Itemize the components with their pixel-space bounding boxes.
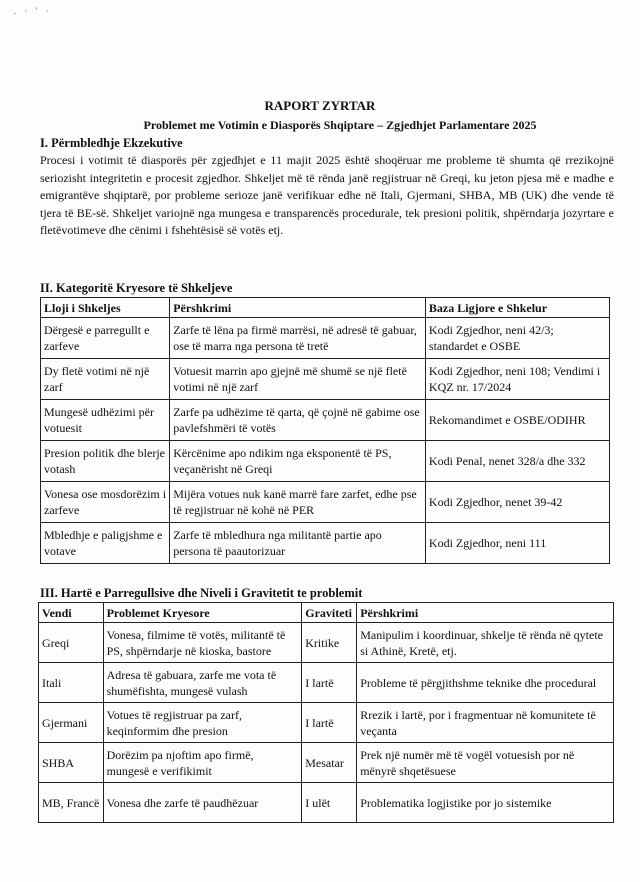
legal-basis-cell: Kodi Zgjedhor, nenet 39-42 bbox=[425, 482, 609, 523]
country-cell: SHBA bbox=[39, 743, 104, 783]
table-row bbox=[41, 359, 610, 400]
violation-type-cell: Dërgesë e parregullt e zarfeve bbox=[41, 318, 170, 359]
table-header-row bbox=[41, 298, 610, 318]
description-cell: Prek një numër më të vogël votuesish por në mënyrë shqetësuese bbox=[357, 743, 614, 783]
main-problems-cell: Vonesa dhe zarfe të paudhëzuar bbox=[103, 783, 302, 823]
section-2-heading: II. Kategoritë Kryesore të Shkeljeve bbox=[40, 281, 233, 295]
scan-mark: . · ' · bbox=[14, 6, 52, 16]
country-cell: Itali bbox=[39, 663, 104, 703]
irregularities-map-table bbox=[38, 602, 614, 823]
document-subtitle: Problemet me Votimin e Diasporës Shqiptare – Zgjedhjet Parlamentare 2025 bbox=[143, 118, 537, 132]
severity-cell: I lartë bbox=[302, 703, 357, 743]
description-cell: Zarfe të lëna pa firmë marrësi, në adresë të gabuar, ose të marra nga persona të tretë bbox=[170, 318, 426, 359]
main-problems-cell: Vonesa, filmime të votës, militantë të PS, shpërndarje në kioska, bastore bbox=[103, 623, 302, 663]
column-header: Lloji i Shkeljes bbox=[41, 298, 170, 318]
violation-type-cell: Dy fletë votimi në një zarf bbox=[41, 359, 170, 400]
country-cell: MB, Francë bbox=[39, 783, 104, 823]
table-row bbox=[41, 318, 610, 359]
description-cell: Zarfe pa udhëzime të qarta, që çojnë në gabime ose pavlefshmëri të votës bbox=[170, 400, 426, 441]
column-header: Përshkrimi bbox=[357, 603, 614, 623]
executive-summary-paragraph: Procesi i votimit të diasporës për zgjedhjet e 11 majit 2025 është shoqëruar me probleme të shumta që rrezikojnë seriozisht integritetin e procesit zgjedhor. Shkeljet më të rënda janë regjistruar në Greqi, ku jeton pjesa më e madhe e emigrantëve shqiptarë, por probleme serioze janë verifikuar edhe në Itali, Gjermani, SHBA, MB (UK) dhe vende të tjera të BE-së. Shkeljet variojnë nga mungesa e transparencës procedurale, tek presioni politik, shpërndarja jozyrtare e fletëvotimeve dhe cënimi i fshehtësisë së votës etj. bbox=[40, 153, 614, 237]
description-cell: Manipulim i koordinuar, shkelje të rënda në qytete si Athinë, Kretë, etj. bbox=[357, 623, 614, 663]
description-cell: Mijëra votues nuk kanë marrë fare zarfet, edhe pse të regjistruar në kohë në PER bbox=[170, 482, 426, 523]
country-cell: Gjermani bbox=[39, 703, 104, 743]
section-1-heading: I. Përmbledhje Ekzekutive bbox=[40, 136, 183, 150]
legal-basis-cell: Kodi Penal, nenet 328/a dhe 332 bbox=[425, 441, 609, 482]
severity-cell: Mesatar bbox=[302, 743, 357, 783]
column-header: Graviteti bbox=[302, 603, 357, 623]
legal-basis-cell: Kodi Zgjedhor, neni 111 bbox=[425, 523, 609, 564]
table-header-row bbox=[39, 603, 614, 623]
table-row bbox=[41, 441, 610, 482]
description-cell: Problematika logjistike por jo sistemike bbox=[357, 783, 614, 823]
main-problems-cell: Votues të regjistruar pa zarf, keqinformim dhe presion bbox=[103, 703, 302, 743]
table-row bbox=[41, 523, 610, 564]
description-cell: Probleme të përgjithshme teknike dhe procedural bbox=[357, 663, 614, 703]
violations-table bbox=[40, 297, 610, 564]
table-row bbox=[39, 783, 614, 823]
table-row bbox=[41, 482, 610, 523]
violation-type-cell: Presion politik dhe blerje votash bbox=[41, 441, 170, 482]
violation-type-cell: Mungesë udhëzimi për votuesit bbox=[41, 400, 170, 441]
violation-type-cell: Mbledhje e paligjshme e votave bbox=[41, 523, 170, 564]
legal-basis-cell: Rekomandimet e OSBE/ODIHR bbox=[425, 400, 609, 441]
description-cell: Zarfe të mbledhura nga militantë partie apo persona të paautorizuar bbox=[170, 523, 426, 564]
violation-type-cell: Vonesa ose mosdorëzim i zarfeve bbox=[41, 482, 170, 523]
column-header: Problemet Kryesore bbox=[103, 603, 302, 623]
table-row bbox=[39, 703, 614, 743]
document-title: RAPORT ZYRTAR bbox=[264, 98, 376, 113]
column-header: Baza Ligjore e Shkelur bbox=[425, 298, 609, 318]
column-header: Vendi bbox=[39, 603, 104, 623]
main-problems-cell: Adresa të gabuara, zarfe me vota të shumëfishta, mungesë vulash bbox=[103, 663, 302, 703]
table-row bbox=[39, 663, 614, 703]
severity-cell: I lartë bbox=[302, 663, 357, 703]
severity-cell: I ulët bbox=[302, 783, 357, 823]
country-cell: Greqi bbox=[39, 623, 104, 663]
legal-basis-cell: Kodi Zgjedhor, neni 42/3; standardet e OSBE bbox=[425, 318, 609, 359]
description-cell: Rrezik i lartë, por i fragmentuar në komunitete të veçanta bbox=[357, 703, 614, 743]
table-row bbox=[39, 623, 614, 663]
description-cell: Kërcënime apo ndikim nga eksponentë të PS, veçanërisht në Greqi bbox=[170, 441, 426, 482]
section-3-heading: III. Hartë e Parregullsive dhe Niveli i Gravitetit te problemit bbox=[40, 586, 363, 600]
description-cell: Votuesit marrin apo gjejnë më shumë se një fletë votimi në një zarf bbox=[170, 359, 426, 400]
table-row bbox=[39, 743, 614, 783]
table-row bbox=[41, 400, 610, 441]
legal-basis-cell: Kodi Zgjedhor, neni 108; Vendimi i KQZ nr. 17/2024 bbox=[425, 359, 609, 400]
main-problems-cell: Dorëzim pa njoftim apo firmë, mungesë e verifikimit bbox=[103, 743, 302, 783]
severity-cell: Kritike bbox=[302, 623, 357, 663]
column-header: Përshkrimi bbox=[170, 298, 426, 318]
